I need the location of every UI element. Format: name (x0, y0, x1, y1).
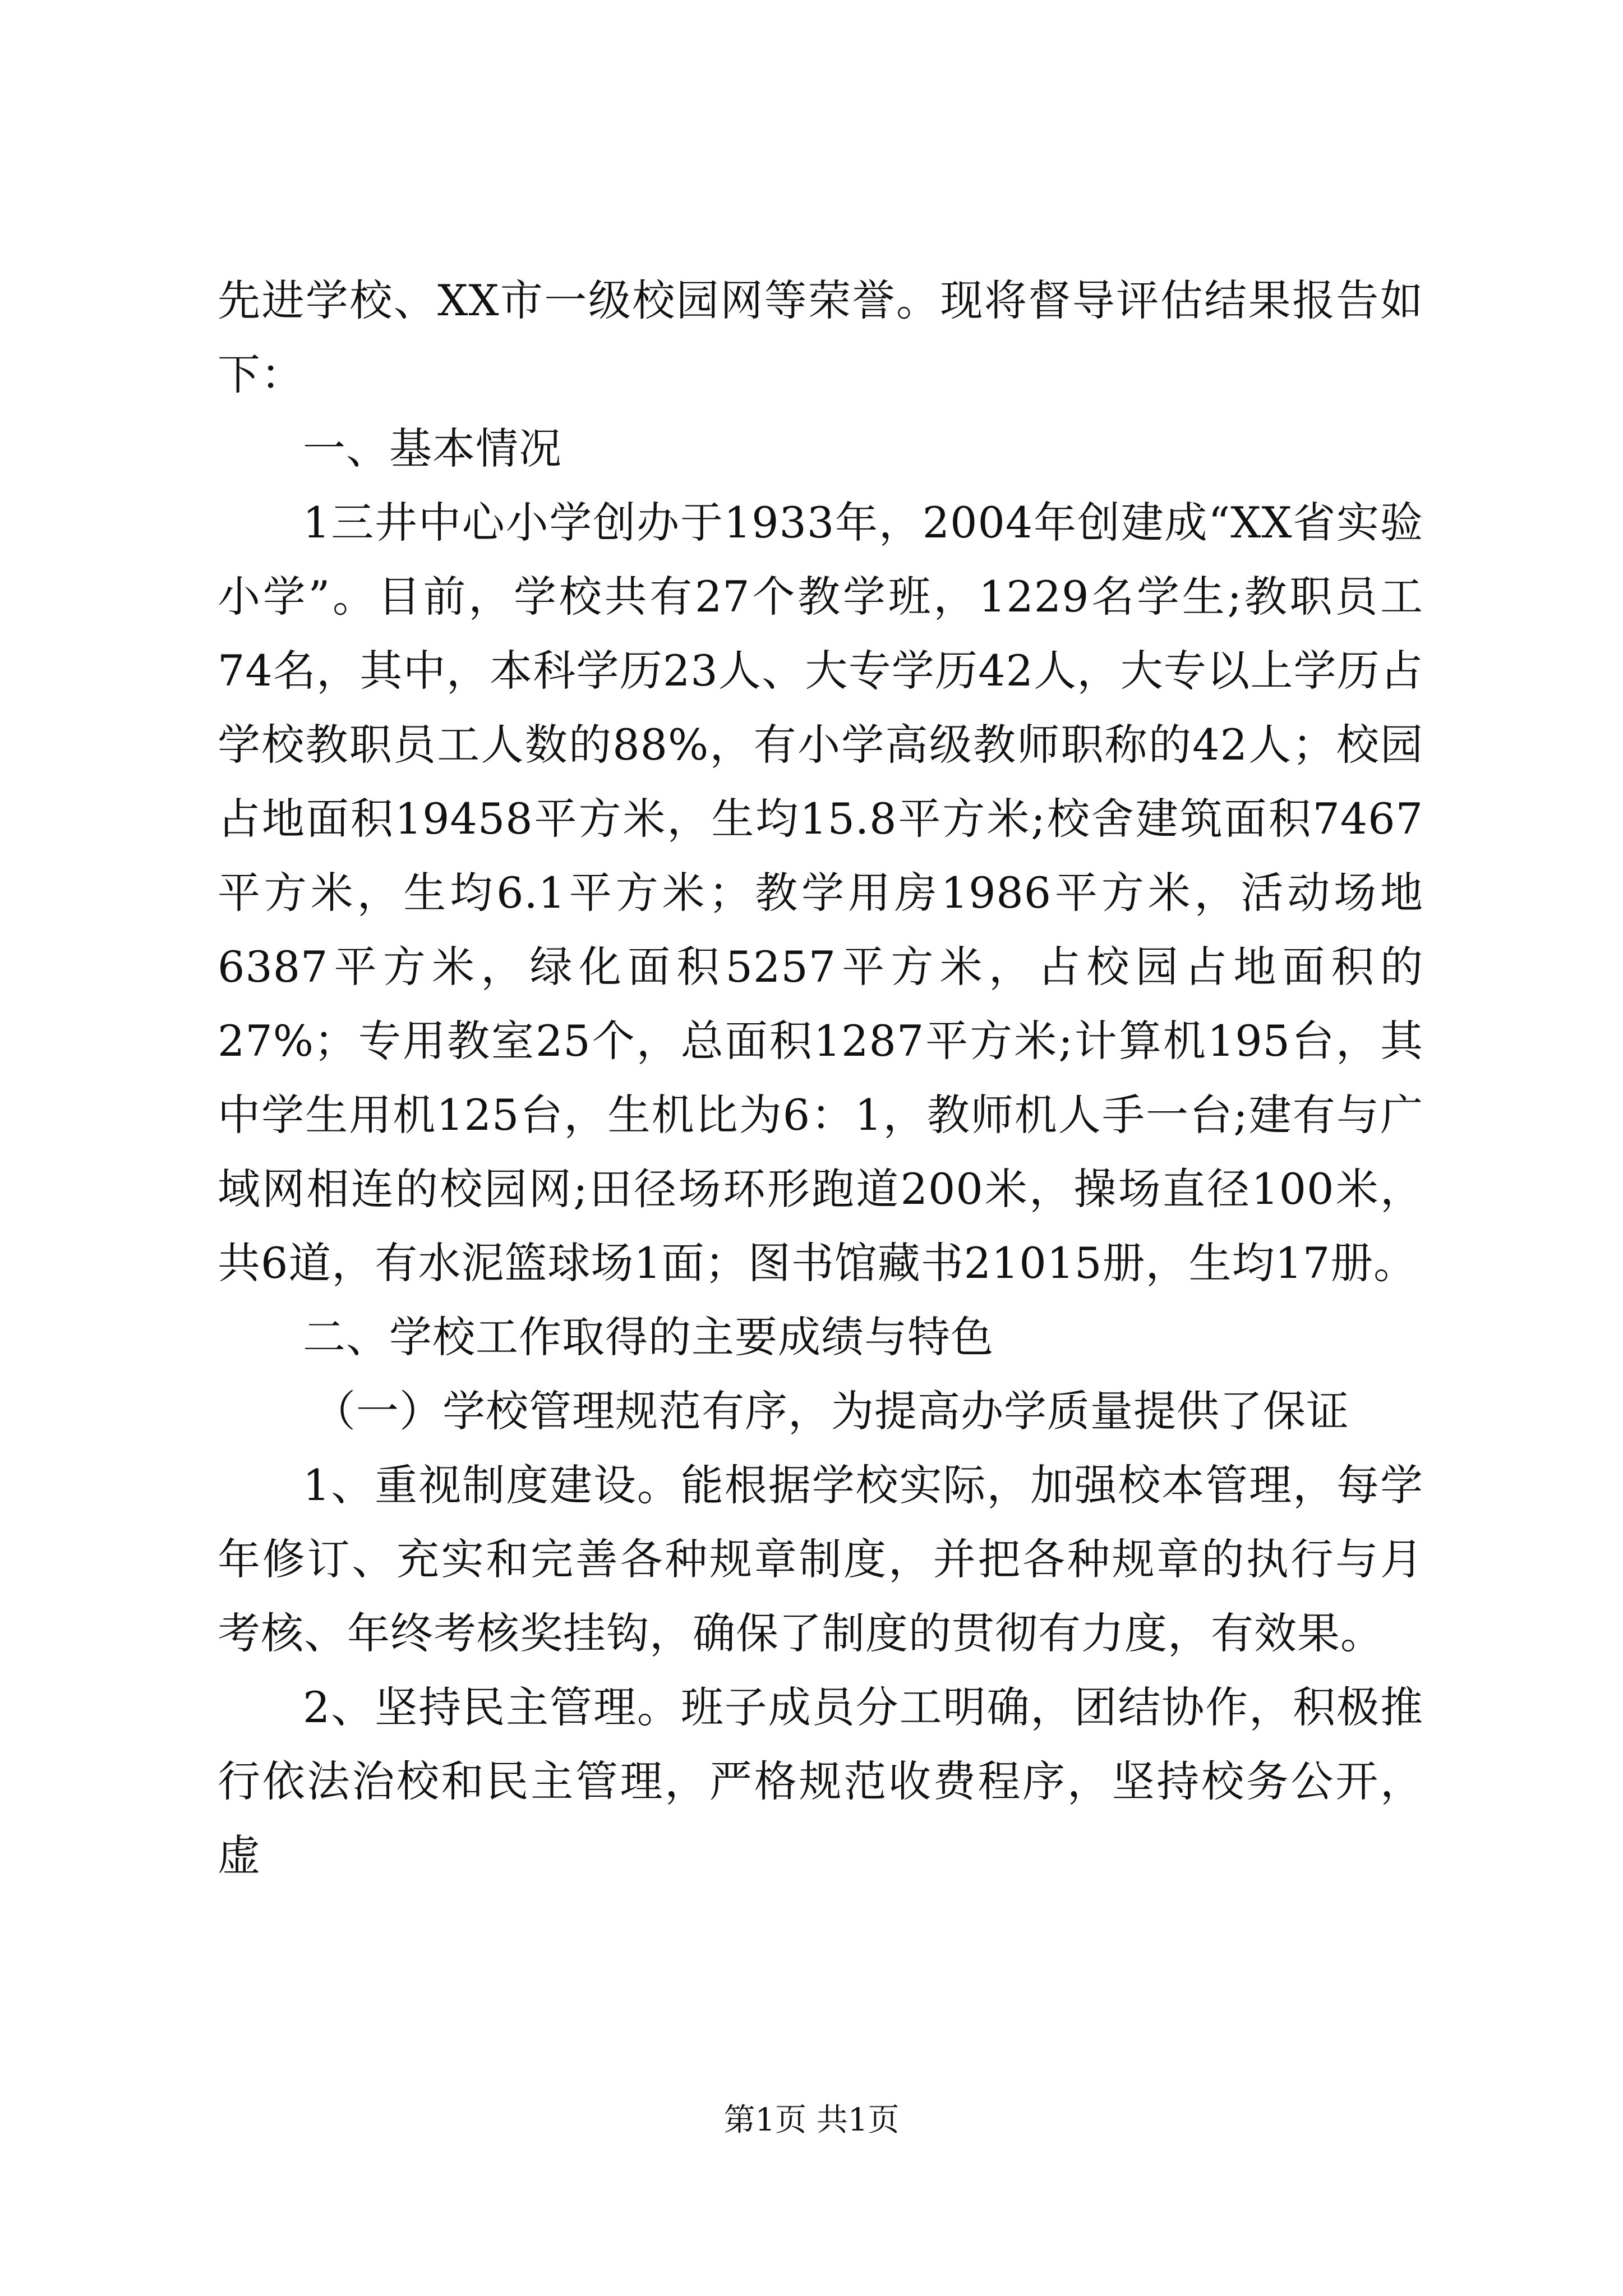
section-heading-basic-info: 一、基本情况 (303, 424, 562, 473)
paragraph-system-building: 1、重视制度建设。能根据学校实际，加强校本管理，每学年修订、充实和完善各种规章制度，并把各种规章的执行与月考核、年终考核奖挂钩，确保了制度的贯彻有力度，有效果。 (218, 1460, 1423, 1658)
paragraph-basic-info: 1三井中心小学创办于1933年，2004年创建成“XX省实验小学”。目前，学校共有27个教学班，1229名学生;教职员工74名，其中，本科学历23人、大专学历42人，大专以上学历占学校教职员工人数的88%，有小学高级教师职称的42人；校园占地面积19458平方米，生均15.8平方米;校舍建筑面积7467平方米，生均6.1平方米；教学用房1986平方米，活动场地6387平方米，绿化面积5257平方米，占校园占地面积的27%；专用教室25个，总面积1287平方米;计算机195台，其中学生用机125台，生机比为6：1，教师机人手一台;建有与广域网相连的校园网;田径场环形跑道200米，操场直径100米，共6道，有水泥篮球场1面；图书馆藏书21015册，生均17册。 (218, 498, 1423, 1288)
document-body (218, 264, 1423, 1893)
page-footer: 第1页 共1页 (723, 2102, 900, 2138)
section-heading-achievements: 二、学校工作取得的主要成绩与特色 (303, 1312, 994, 1362)
paragraph-democratic-management: 2、坚持民主管理。班子成员分工明确，团结协作，积极推行依法治校和民主管理，严格规范收费程序，坚持校务公开，虚 (218, 1682, 1423, 1880)
paragraph-continuation: 先进学校、XX市一级校园网等荣誉。现将督导评估结果报告如下： (218, 275, 1423, 399)
subsection-heading-management: （一）学校管理规范有序，为提高办学质量提供了保证 (313, 1386, 1349, 1436)
